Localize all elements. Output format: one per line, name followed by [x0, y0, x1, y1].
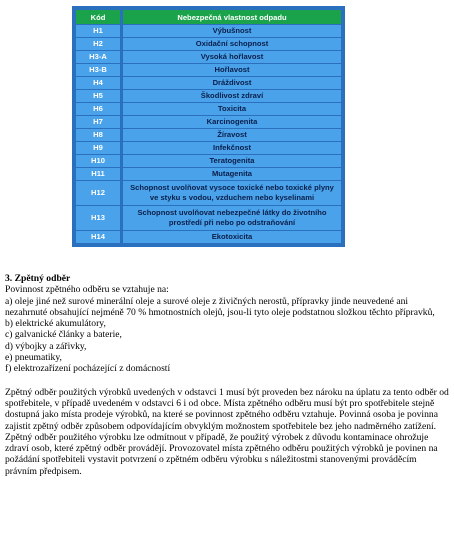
- list-item: b) elektrické akumulátory,: [5, 318, 106, 330]
- row-code: H10: [76, 155, 120, 167]
- paragraph-spacer: [5, 375, 449, 387]
- row-code: H9: [76, 142, 120, 154]
- list-item: f) elektrozařízení pocházející z domácností: [5, 363, 171, 375]
- table-row: [76, 51, 341, 63]
- header-property: Nebezpečná vlastnost odpadu: [120, 10, 341, 24]
- row-code: H8: [76, 129, 120, 141]
- row-property: Hořlavost: [120, 64, 341, 76]
- table-row: [76, 25, 341, 37]
- row-code: H12: [76, 181, 120, 205]
- row-property: Teratogenita: [120, 155, 341, 167]
- table-row: [76, 155, 341, 167]
- table-row: [76, 77, 341, 89]
- row-property: Ekotoxicita: [120, 231, 341, 243]
- list-item: e) pneumatiky,: [5, 352, 62, 364]
- row-code: H7: [76, 116, 120, 128]
- row-code: H13: [76, 206, 120, 230]
- row-property: Oxidační schopnost: [120, 38, 341, 50]
- table-row: [76, 38, 341, 50]
- row-code: H11: [76, 168, 120, 180]
- row-property: Schopnost uvolňovat nebezpečné látky do životního prostředí při nebo po odstraňování: [120, 206, 341, 230]
- section-paragraph: Zpětný odběr použitých výrobků uvedených v odstavci 1 musí být proveden bez nároku na úplatu za tento odběr od spotřebitele, v případě uvedeném v odstavci 6 i od obce. Místa zpětného odběru musí být pro spotřebitele stejně dostupná jako místa prodeje výrobků, na které se povinnost zpětného odběru vztahuje. Povinná osoba je povinna zajistit zpětný odběr způsobem odpovídajícím obvyklým možnostem spotřebitele bez jeho nadměrného zatížení. Zpětný odběr použitého výrobku lze odmítnout v případě, že použitý výrobek z důvodu kontaminace ohrožuje zdraví osob, které zpětný odběr provádějí. Provozovatel místa zpětného odběru použitých výrobků je povinen na požádání spotřebiteli vystavit potvrzení o zpětném odběru výrobku s náležitostmi stanovenými prováděcím právním předpisem.: [5, 386, 449, 477]
- section-text: [5, 273, 449, 477]
- row-property: Infekčnost: [120, 142, 341, 154]
- list-item: d) výbojky a zářivky,: [5, 340, 87, 352]
- table-row: [76, 129, 341, 141]
- section-intro: Povinnost zpětného odběru se vztahuje na:: [5, 284, 169, 296]
- row-property: Schopnost uvolňovat vysoce toxické nebo toxické plyny ve styku s vodou, vzduchem nebo kyselinami: [120, 181, 341, 205]
- row-property: Vysoká hořlavost: [120, 51, 341, 63]
- hazard-table-frame: [72, 6, 345, 247]
- row-property: Mutagenita: [120, 168, 341, 180]
- row-property: Toxicita: [120, 103, 341, 115]
- table-row: [76, 181, 341, 205]
- table-row: [76, 206, 341, 230]
- table-row: [76, 142, 341, 154]
- row-code: H3-A: [76, 51, 120, 63]
- row-property: Výbušnost: [120, 25, 341, 37]
- table-row: [76, 168, 341, 180]
- row-property: Dráždivost: [120, 77, 341, 89]
- list-item: a) oleje jiné než surové minerální oleje a surové oleje z živičných nerostů, přípravky jinde neuvedené ani nezahrnuté obsahující nejméně 70 % hmotnostních olejů, jsou-li tyto oleje podstatnou složkou těchto přípravků,: [5, 295, 435, 318]
- row-code: H6: [76, 103, 120, 115]
- table-row: [76, 103, 341, 115]
- row-code: H2: [76, 38, 120, 50]
- table-header-row: [76, 10, 341, 24]
- row-code: H5: [76, 90, 120, 102]
- row-property: Karcinogenita: [120, 116, 341, 128]
- row-code: H4: [76, 77, 120, 89]
- row-code: H3-B: [76, 64, 120, 76]
- table-row: [76, 64, 341, 76]
- row-property: Žíravost: [120, 129, 341, 141]
- header-code: Kód: [76, 10, 120, 24]
- list-item: c) galvanické články a baterie,: [5, 329, 122, 341]
- hazard-properties-table: [76, 9, 341, 244]
- table-row: [76, 231, 341, 243]
- table-row: [76, 90, 341, 102]
- row-code: H14: [76, 231, 120, 243]
- row-code: H1: [76, 25, 120, 37]
- section-title: 3. Zpětný odběr: [5, 273, 71, 284]
- table-row: [76, 116, 341, 128]
- row-property: Škodlivost zdraví: [120, 90, 341, 102]
